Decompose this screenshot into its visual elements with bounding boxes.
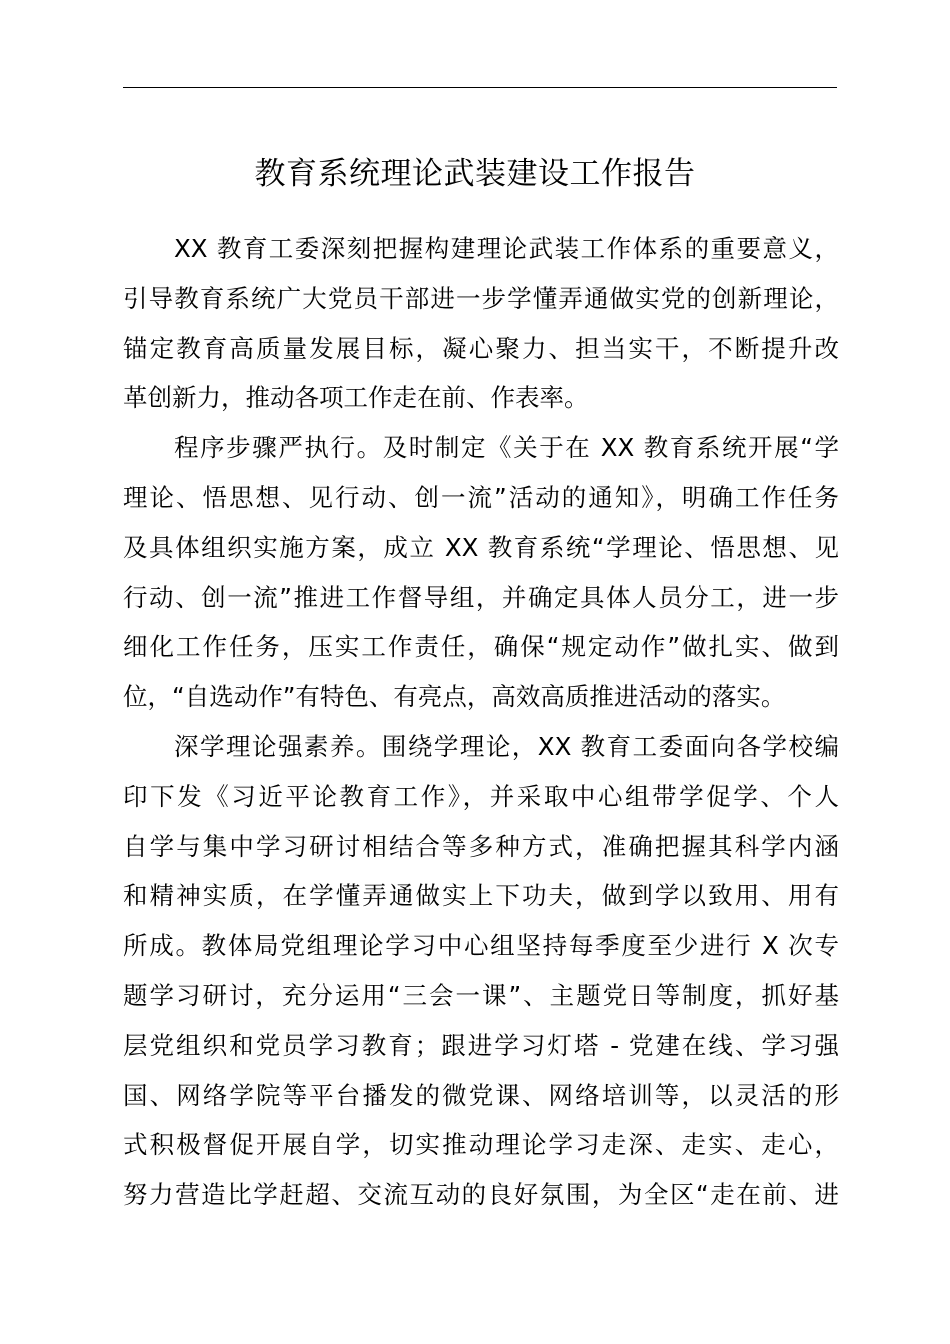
text-line: 细化工作任务，压实工作责任，确保“规定动作”做扎实、做到 xyxy=(123,632,839,662)
text-line: 引导教育系统广大党员干部进一步学懂弄通做实党的创新理论， xyxy=(123,283,839,313)
text-line: 层党组织和党员学习教育；跟进学习灯塔 - 党建在线、学习强 xyxy=(123,1030,839,1060)
text-line: 印下发《习近平论教育工作》，并采取中心组带学促学、个人 xyxy=(123,781,839,811)
text-line: XX 教育工委深刻把握构建理论武装工作体系的重要意义， xyxy=(174,234,839,263)
text-line: 深学理论强素养。围绕学理论，XX 教育工委面向各学校编 xyxy=(174,731,839,761)
text-line: 理论、悟思想、见行动、创一流”活动的通知》，明确工作任务 xyxy=(123,482,839,512)
text-line: 行动、创一流”推进工作督导组，并确定具体人员分工，进一步 xyxy=(123,582,839,612)
text-line: 锚定教育高质量发展目标，凝心聚力、担当实干，不断提升改 xyxy=(123,333,839,363)
header-rule xyxy=(123,87,837,88)
text-line: 程序步骤严执行。及时制定《关于在 XX 教育系统开展“学 xyxy=(174,433,839,463)
text-line: 革创新力，推动各项工作走在前、作表率。 xyxy=(123,383,589,413)
document-title: 教育系统理论武装建设工作报告 xyxy=(254,156,696,192)
text-line: 题学习研讨，充分运用“三会一课”、主题党日等制度，抓好基 xyxy=(123,980,839,1010)
text-line: 式积极督促开展自学，切实推动理论学习走深、走实、走心， xyxy=(123,1130,839,1160)
document-body xyxy=(123,224,839,1220)
text-line: 和精神实质，在学懂弄通做实上下功夫，做到学以致用、用有 xyxy=(123,881,839,911)
text-line: 位，“自选动作”有特色、有亮点，高效高质推进活动的落实。 xyxy=(123,682,786,712)
text-line: 自学与集中学习研讨相结合等多种方式，准确把握其科学内涵 xyxy=(123,831,839,861)
text-line: 及具体组织实施方案，成立 XX 教育系统“学理论、悟思想、见 xyxy=(123,532,839,562)
text-line: 努力营造比学赶超、交流互动的良好氛围，为全区“走在前、进 xyxy=(123,1180,839,1210)
text-line: 国、网络学院等平台播发的微党课、网络培训等，以灵活的形 xyxy=(123,1080,839,1110)
text-line: 所成。教体局党组理论学习中心组坚持每季度至少进行 X 次专 xyxy=(123,931,839,961)
